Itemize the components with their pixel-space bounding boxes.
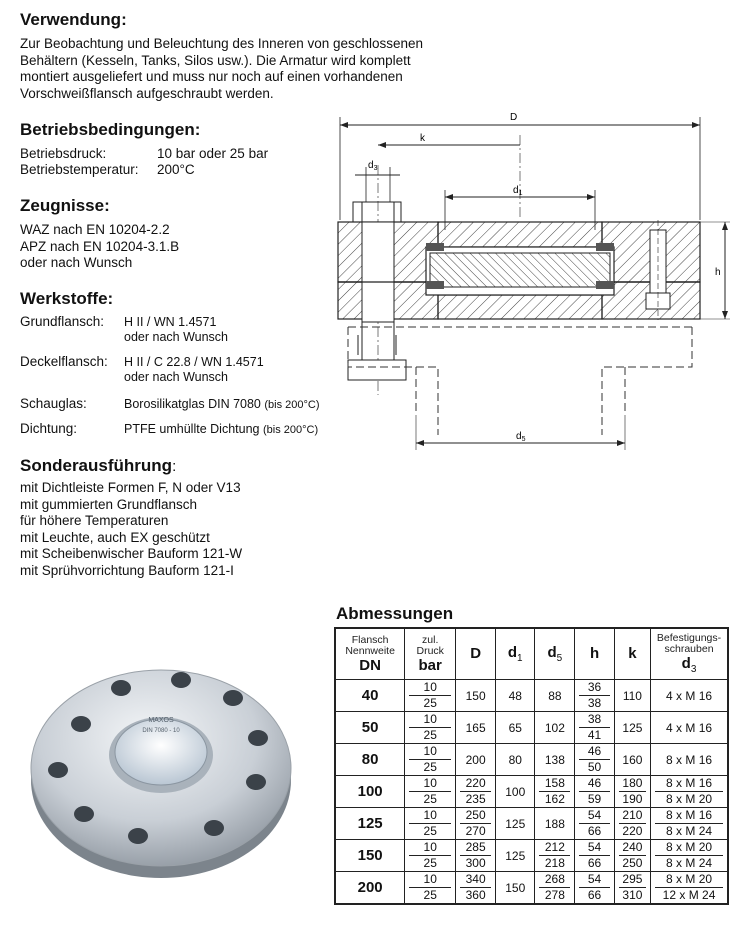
cell-k — [614, 680, 650, 712]
header-text: bar — [418, 656, 442, 674]
cell-value: 10 — [409, 680, 451, 696]
text-line: mit Sprühvorrichtung Bauform 121-I — [20, 562, 234, 578]
cell-value: 8 x M 16 — [655, 808, 723, 824]
label-d1-sub: 1 — [518, 190, 523, 197]
deckelflansch-value2: oder nach Wunsch — [124, 370, 228, 384]
cell-dn: 125 — [335, 808, 405, 840]
cell-d3 — [651, 680, 728, 712]
header-text: D — [470, 645, 482, 662]
cell-value: 212 — [539, 840, 570, 856]
schauglas-label: Schauglas: — [20, 396, 87, 411]
cell-d3 — [651, 808, 728, 840]
cell-value: 295 — [619, 872, 646, 888]
dimension-d5 — [416, 415, 625, 450]
grundflansch-label: Grundflansch: — [20, 314, 105, 329]
header-text: 1 — [517, 653, 523, 665]
cell-value: 4 x M 16 — [666, 720, 713, 735]
betriebsdruck-value: 10 bar oder 25 bar — [157, 146, 269, 161]
dimension-d3 — [355, 160, 400, 205]
cell-d1 — [496, 840, 535, 872]
cell-value: 188 — [544, 816, 565, 831]
cell-d1 — [496, 744, 535, 776]
section-title-werkstoffe: Werkstoffe: — [20, 289, 114, 308]
dichtung-label: Dichtung: — [20, 421, 78, 436]
flange-photo — [18, 650, 308, 890]
cell-value: 12 x M 24 — [662, 888, 716, 902]
cell-value: 165 — [465, 720, 486, 735]
label-d5: d — [516, 431, 522, 442]
cell-value: 220 — [460, 776, 491, 792]
betriebstemp-value: 200°C — [157, 162, 195, 177]
betriebstemp-row — [20, 162, 320, 178]
glass-label-din: DIN 7080 - 10 — [142, 728, 180, 734]
cell-value: 38 — [579, 712, 609, 728]
cell-dn: 40 — [335, 680, 405, 712]
cell-dn: 100 — [335, 776, 405, 808]
cell-value: 300 — [465, 856, 486, 870]
cell-p — [405, 776, 456, 808]
cell-h — [575, 808, 614, 840]
betriebsdruck-label: Betriebsdruck: — [20, 146, 107, 161]
cell-D — [456, 808, 496, 840]
text-line: Vorschweißflansch aufgeschraubt werden. — [20, 85, 274, 101]
cell-value: 150 — [465, 688, 486, 703]
cell-value: 41 — [587, 728, 602, 742]
sight-glass — [426, 243, 614, 295]
cell-value: 8 x M 20 — [655, 840, 723, 856]
dichtung-row — [20, 421, 340, 437]
cell-value: 54 — [579, 808, 609, 824]
header-text: zul. — [422, 633, 439, 646]
header-h — [575, 628, 614, 680]
cell-dn: 150 — [335, 840, 405, 872]
header-text: h — [589, 645, 600, 662]
cell-h — [575, 712, 614, 744]
header-text: Flansch — [351, 633, 389, 646]
dichtung-value: PTFE umhüllte Dichtung — [124, 422, 260, 436]
cell-value: 38 — [587, 696, 602, 710]
technical-drawing — [330, 105, 730, 460]
cell-value: 48 — [508, 688, 522, 703]
text-line: oder nach Wunsch — [20, 255, 133, 270]
cell-value: 25 — [423, 696, 437, 710]
cell-p — [405, 680, 456, 712]
betriebsdruck-row — [20, 146, 320, 162]
table-row — [335, 712, 728, 744]
cell-value: 268 — [539, 872, 570, 888]
cell-value: 10 — [409, 872, 451, 888]
cell-p — [405, 808, 456, 840]
cell-value: 46 — [579, 744, 609, 760]
table-row — [335, 776, 728, 808]
svg-text:d3 — [368, 160, 378, 172]
sonder-colon: : — [172, 458, 177, 475]
cell-value: 25 — [423, 760, 437, 774]
cell-value: 235 — [465, 792, 486, 806]
cell-value: 110 — [622, 688, 642, 703]
cell-value: 100 — [505, 784, 526, 799]
cap-screw — [646, 220, 670, 320]
cell-value: 8 x M 24 — [666, 856, 713, 870]
cell-value: 218 — [544, 856, 565, 870]
schauglas-row — [20, 396, 340, 412]
header-d3 — [651, 628, 728, 680]
cell-value: 25 — [423, 856, 437, 870]
deckelflansch-row — [20, 354, 340, 386]
cell-h — [575, 840, 614, 872]
cell-value: 190 — [622, 792, 643, 806]
cell-value: 25 — [423, 888, 437, 902]
cell-value: 310 — [622, 888, 643, 902]
table-row — [335, 680, 728, 712]
cell-d5 — [535, 744, 575, 776]
cell-value: 88 — [548, 688, 562, 703]
cell-d1 — [496, 872, 535, 905]
deckelflansch-label: Deckelflansch: — [20, 354, 108, 369]
cell-value: 125 — [505, 848, 526, 863]
cell-value: 50 — [587, 760, 602, 774]
cell-value: 138 — [544, 752, 565, 767]
cell-h — [575, 872, 614, 905]
cell-value: 59 — [587, 792, 602, 806]
cell-k — [614, 776, 650, 808]
cell-D — [456, 840, 496, 872]
cell-k — [614, 872, 650, 905]
section-title-verwendung: Verwendung: — [20, 10, 127, 29]
deckelflansch-value: H II / C 22.8 / WN 1.4571 — [124, 355, 264, 369]
cell-value: 8 x M 20 — [666, 792, 713, 806]
cell-h — [575, 680, 614, 712]
text-line: mit Leuchte, auch EX geschützt — [20, 529, 210, 545]
text-line: Zur Beobachtung und Beleuchtung des Inneren von geschlossenen — [20, 36, 424, 51]
cell-d5 — [535, 680, 575, 712]
cell-value: 360 — [465, 888, 486, 902]
cell-value: 102 — [544, 720, 565, 735]
cell-k — [614, 840, 650, 872]
cell-dn: 50 — [335, 712, 405, 744]
header-dn — [335, 628, 405, 680]
cell-value: 25 — [423, 792, 437, 806]
table-row — [335, 744, 728, 776]
cell-value: 125 — [505, 816, 526, 831]
cell-p — [405, 872, 456, 905]
label-d3-sub: 3 — [373, 165, 378, 172]
cell-value: 66 — [587, 856, 602, 870]
cell-value: 25 — [423, 824, 437, 838]
text-line: APZ nach EN 10204-3.1.B — [20, 238, 180, 254]
header-text: Nennweite — [345, 644, 395, 657]
section-title-zeugnisse: Zeugnisse: — [20, 196, 110, 215]
dimensions-table — [334, 627, 729, 905]
cell-value: 10 — [409, 808, 451, 824]
betriebstemp-label: Betriebstemperatur: — [20, 162, 139, 177]
schauglas-note: (bis 200°C) — [264, 399, 320, 411]
cell-d3 — [651, 776, 728, 808]
cell-value: 8 x M 20 — [655, 872, 723, 888]
label-h: h — [715, 267, 721, 278]
sonder-list — [20, 480, 242, 579]
text-line: WAZ nach EN 10204-2.2 — [20, 222, 170, 237]
section-title-betrieb: Betriebsbedingungen: — [20, 120, 201, 139]
grundflansch-value2: oder nach Wunsch — [124, 330, 228, 344]
cell-dn: 200 — [335, 872, 405, 905]
cell-value: 240 — [619, 840, 646, 856]
table-body — [335, 680, 728, 905]
cell-value: 250 — [460, 808, 491, 824]
schauglas-value: Borosilikatglas DIN 7080 — [124, 397, 261, 411]
cell-D — [456, 872, 496, 905]
cell-value: 66 — [587, 888, 602, 902]
cell-value: 46 — [579, 776, 609, 792]
cell-value: 10 — [409, 744, 451, 760]
cell-value: 220 — [622, 824, 643, 838]
label-d1: d — [513, 185, 519, 196]
header-k — [614, 628, 650, 680]
cell-d1 — [496, 808, 535, 840]
cell-d5 — [535, 808, 575, 840]
text-line: für höhere Temperaturen — [20, 513, 169, 528]
cell-D — [456, 680, 496, 712]
cell-value: 65 — [508, 720, 522, 735]
cell-value: 10 — [409, 840, 451, 856]
cell-value: 200 — [465, 752, 486, 767]
cell-d5 — [535, 776, 575, 808]
header-d5 — [535, 628, 575, 680]
header-druck — [405, 628, 456, 680]
header-text: d — [547, 643, 557, 661]
cell-d5 — [535, 872, 575, 905]
header-text: d — [681, 654, 691, 672]
cell-value: 250 — [622, 856, 643, 870]
verwendung-text — [20, 36, 423, 102]
cell-D — [456, 744, 496, 776]
cell-value: 150 — [505, 880, 526, 895]
header-text: 5 — [556, 653, 563, 665]
cell-value: 54 — [579, 840, 609, 856]
cell-value: 340 — [460, 872, 491, 888]
cell-d3 — [651, 840, 728, 872]
cell-d1 — [496, 776, 535, 808]
header-text: schrauben — [664, 642, 714, 655]
table-row — [335, 840, 728, 872]
cell-value: 210 — [619, 808, 646, 824]
label-d5-sub: 5 — [521, 436, 526, 443]
cell-p — [405, 840, 456, 872]
cell-value: 160 — [622, 752, 643, 767]
cell-value: 285 — [460, 840, 491, 856]
cell-d3 — [651, 872, 728, 905]
cell-h — [575, 744, 614, 776]
cell-k — [614, 808, 650, 840]
cell-value: 162 — [544, 792, 565, 806]
text-line: montiert ausgeliefert und muss nur noch auf einen vorhandenen — [20, 69, 403, 84]
table-header-row — [335, 628, 728, 680]
grundflansch-row — [20, 314, 340, 346]
cell-value: 270 — [465, 824, 486, 838]
header-text: d — [507, 643, 518, 661]
cell-p — [405, 712, 456, 744]
cell-d5 — [535, 712, 575, 744]
cell-value: 8 x M 16 — [666, 752, 713, 767]
text-line: Behältern (Kesseln, Tanks, Silos usw.). Die Armatur wird komplett — [20, 52, 411, 68]
header-text: Befestigungs- — [656, 631, 722, 644]
cell-value: 4 x M 16 — [666, 688, 713, 703]
table-row — [335, 872, 728, 905]
cell-D — [456, 776, 496, 808]
grundflansch-value: H II / WN 1.4571 — [124, 315, 217, 329]
weld-neck-flange — [348, 327, 692, 435]
cell-k — [614, 744, 650, 776]
label-D: D — [510, 112, 518, 123]
cell-value: 66 — [587, 824, 602, 838]
cell-value: 10 — [409, 776, 451, 792]
cell-d3 — [651, 744, 728, 776]
zeugnisse-list — [20, 222, 179, 272]
cell-value: 8 x M 16 — [655, 776, 723, 792]
table-row — [335, 808, 728, 840]
section-title-sonder — [20, 456, 176, 476]
cell-D — [456, 712, 496, 744]
label-k: k — [420, 133, 425, 144]
cell-d5 — [535, 840, 575, 872]
cell-value: 10 — [409, 712, 451, 728]
cell-value: 54 — [579, 872, 609, 888]
cell-p — [405, 744, 456, 776]
cell-value: 25 — [423, 728, 437, 742]
cell-h — [575, 776, 614, 808]
cell-value: 36 — [579, 680, 609, 696]
cell-k — [614, 712, 650, 744]
glass-label-brand: MAXOS — [148, 717, 174, 724]
text-line: mit Dichtleiste Formen F, N oder V13 — [20, 480, 241, 495]
abmessungen-title: Abmessungen — [336, 604, 454, 623]
header-text: DN — [359, 656, 381, 674]
sonder-title-text: Sonderausführung — [20, 456, 173, 475]
svg-text:d1 — [513, 185, 523, 197]
cell-d3 — [651, 712, 728, 744]
dichtung-note: (bis 200°C) — [262, 424, 319, 436]
header-text: Druck — [416, 644, 444, 657]
label-d3: d — [368, 160, 374, 171]
dimension-h — [700, 222, 730, 319]
cell-value: 158 — [539, 776, 570, 792]
cell-d1 — [496, 712, 535, 744]
svg-text:d5 — [516, 431, 526, 443]
cell-value: 180 — [619, 776, 646, 792]
cell-value: 80 — [508, 752, 522, 767]
cell-value: 8 x M 24 — [666, 824, 713, 838]
header-D — [456, 628, 496, 680]
header-text: 3 — [690, 664, 697, 676]
header-d1 — [496, 628, 535, 680]
text-line: mit gummierten Grundflansch — [20, 496, 198, 512]
header-text: k — [628, 645, 637, 662]
text-line: mit Scheibenwischer Bauform 121-W — [20, 546, 243, 561]
cell-dn: 80 — [335, 744, 405, 776]
cell-d1 — [496, 680, 535, 712]
cell-value: 125 — [622, 720, 643, 735]
cell-value: 278 — [544, 888, 565, 902]
